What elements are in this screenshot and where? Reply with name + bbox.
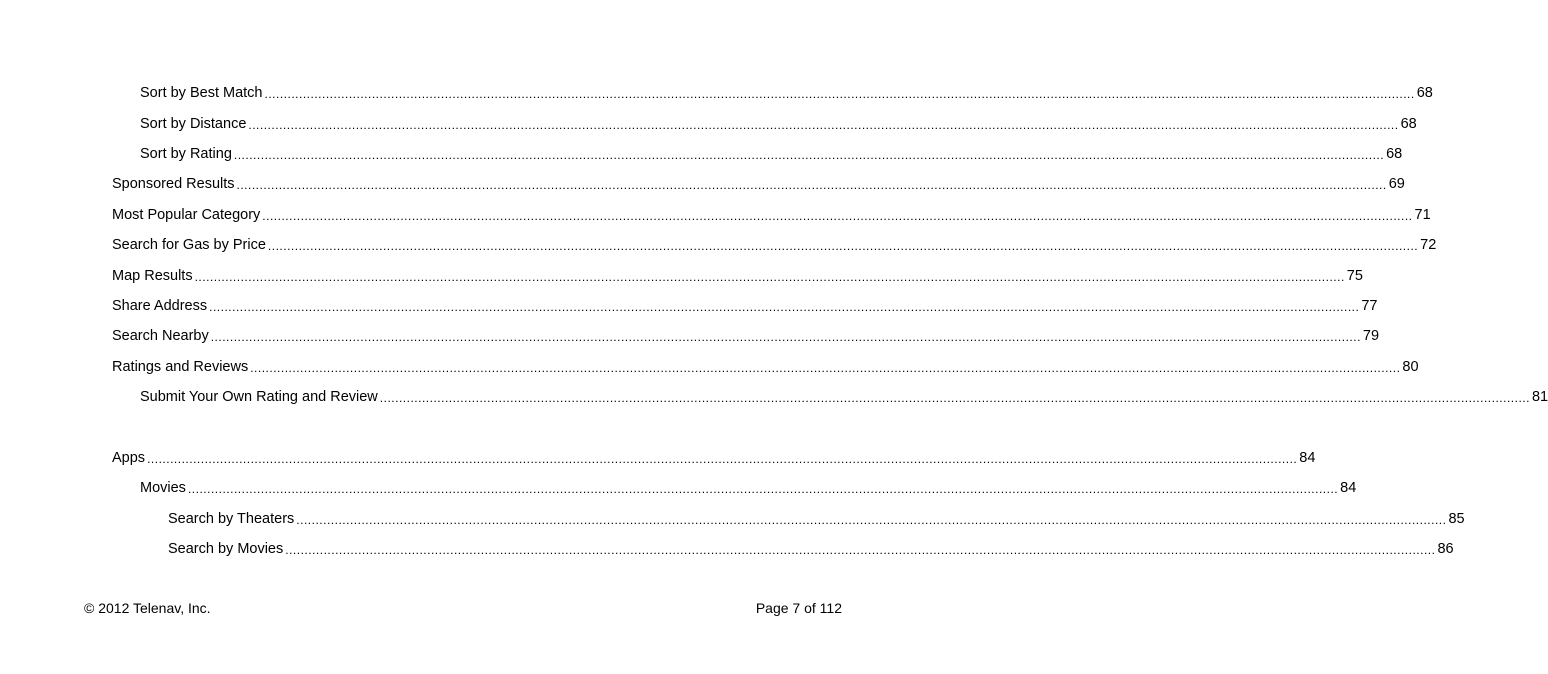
- page-footer: [84, 600, 842, 616]
- toc-entry-label: Movies: [140, 480, 186, 497]
- toc-entry-label: Map Results: [112, 267, 193, 284]
- toc-leader-dots: ............................................................................................................................................................................................................................................................................................................: [262, 208, 1413, 223]
- toc-entry-page: 75: [1346, 267, 1363, 284]
- toc-leader-dots: ............................................................................................................................................................................................................................................................................................................: [233, 147, 1385, 162]
- toc-leader-dots: ............................................................................................................................................................................................................................................................................................................: [187, 482, 1339, 497]
- toc-entry-label: Apps: [112, 449, 146, 466]
- toc-entry[interactable]: [0, 352, 1419, 382]
- toc-entry-label: Sort by Rating: [140, 145, 232, 162]
- toc-entry-page: 68: [1416, 85, 1433, 102]
- toc-leader-dots: ............................................................................................................................................................................................................................................................................................................: [379, 391, 1530, 406]
- toc-entry[interactable]: [0, 78, 1433, 108]
- toc-leader-dots: ............................................................................................................................................................................................................................................................................................................: [296, 512, 1447, 527]
- page-number: Page 7 of 112: [755, 600, 842, 616]
- toc-entry-label: Submit Your Own Rating and Review: [140, 389, 378, 406]
- toc-entry-page: 81: [1531, 389, 1548, 406]
- toc-entry-label: Search Nearby: [112, 328, 209, 345]
- toc-entry-page: 84: [1340, 480, 1357, 497]
- toc-entry-label: Sort by Distance: [140, 115, 247, 132]
- toc-entry[interactable]: [0, 108, 1417, 138]
- toc-entry-label: Most Popular Category: [112, 206, 261, 223]
- toc-entry[interactable]: [0, 169, 1405, 199]
- toc-leader-dots: ............................................................................................................................................................................................................................................................................................................: [248, 117, 1399, 132]
- copyright-text: © 2012 Telenav, Inc.: [84, 600, 211, 616]
- toc-entry[interactable]: [0, 139, 1403, 169]
- toc-entry-page: 69: [1388, 176, 1405, 193]
- toc-entry[interactable]: [0, 473, 1357, 503]
- toc-entry[interactable]: [0, 503, 1465, 533]
- toc-leader-dots: ............................................................................................................................................................................................................................................................................................................: [250, 360, 1401, 375]
- toc-entry[interactable]: [0, 200, 1431, 230]
- toc-leader-dots: ............................................................................................................................................................................................................................................................................................................: [267, 239, 1419, 254]
- toc-leader-dots: ............................................................................................................................................................................................................................................................................................................: [264, 87, 1415, 102]
- toc-entry-page: 77: [1361, 297, 1378, 314]
- toc-entry[interactable]: [0, 230, 1437, 260]
- toc-leader-dots: ............................................................................................................................................................................................................................................................................................................: [210, 330, 1361, 345]
- toc-entry[interactable]: [0, 534, 1454, 564]
- toc-entry-label: Ratings and Reviews: [112, 358, 249, 375]
- toc-leader-dots: ............................................................................................................................................................................................................................................................................................................: [285, 543, 1436, 558]
- toc-entry-page: 80: [1402, 358, 1419, 375]
- toc-entry[interactable]: [0, 291, 1378, 321]
- toc-entry[interactable]: [0, 443, 1316, 473]
- toc-entry-label: Search for Gas by Price: [112, 237, 266, 254]
- toc-entry-page: 85: [1448, 510, 1465, 527]
- toc-entry-page: 86: [1437, 541, 1454, 558]
- toc-leader-dots: ............................................................................................................................................................................................................................................................................................................: [236, 178, 1387, 193]
- toc-entry-page: 72: [1420, 237, 1437, 254]
- toc-leader-dots: ............................................................................................................................................................................................................................................................................................................: [209, 299, 1360, 314]
- toc-entry-page: 71: [1414, 206, 1431, 223]
- toc-entry[interactable]: [0, 382, 1548, 412]
- toc-entry-label: Sort by Best Match: [140, 85, 263, 102]
- toc-entry-label: Search by Theaters: [168, 510, 295, 527]
- toc-entry-label: Sponsored Results: [112, 176, 235, 193]
- toc-entry-label: Search by Movies: [168, 541, 284, 558]
- toc-entry-page: 68: [1400, 115, 1417, 132]
- table-of-contents: [0, 78, 1548, 564]
- toc-entry-page: 79: [1362, 328, 1380, 345]
- toc-entry[interactable]: [0, 321, 1380, 351]
- toc-spacer: [0, 412, 954, 442]
- toc-leader-dots: ............................................................................................................................................................................................................................................................................................................: [147, 451, 1298, 466]
- toc-entry-page: 68: [1386, 145, 1403, 162]
- toc-entry-label: Share Address: [112, 297, 208, 314]
- toc-leader-dots: ............................................................................................................................................................................................................................................................................................................: [194, 269, 1345, 284]
- toc-entry-page: 84: [1299, 449, 1316, 466]
- toc-entry[interactable]: [0, 260, 1363, 290]
